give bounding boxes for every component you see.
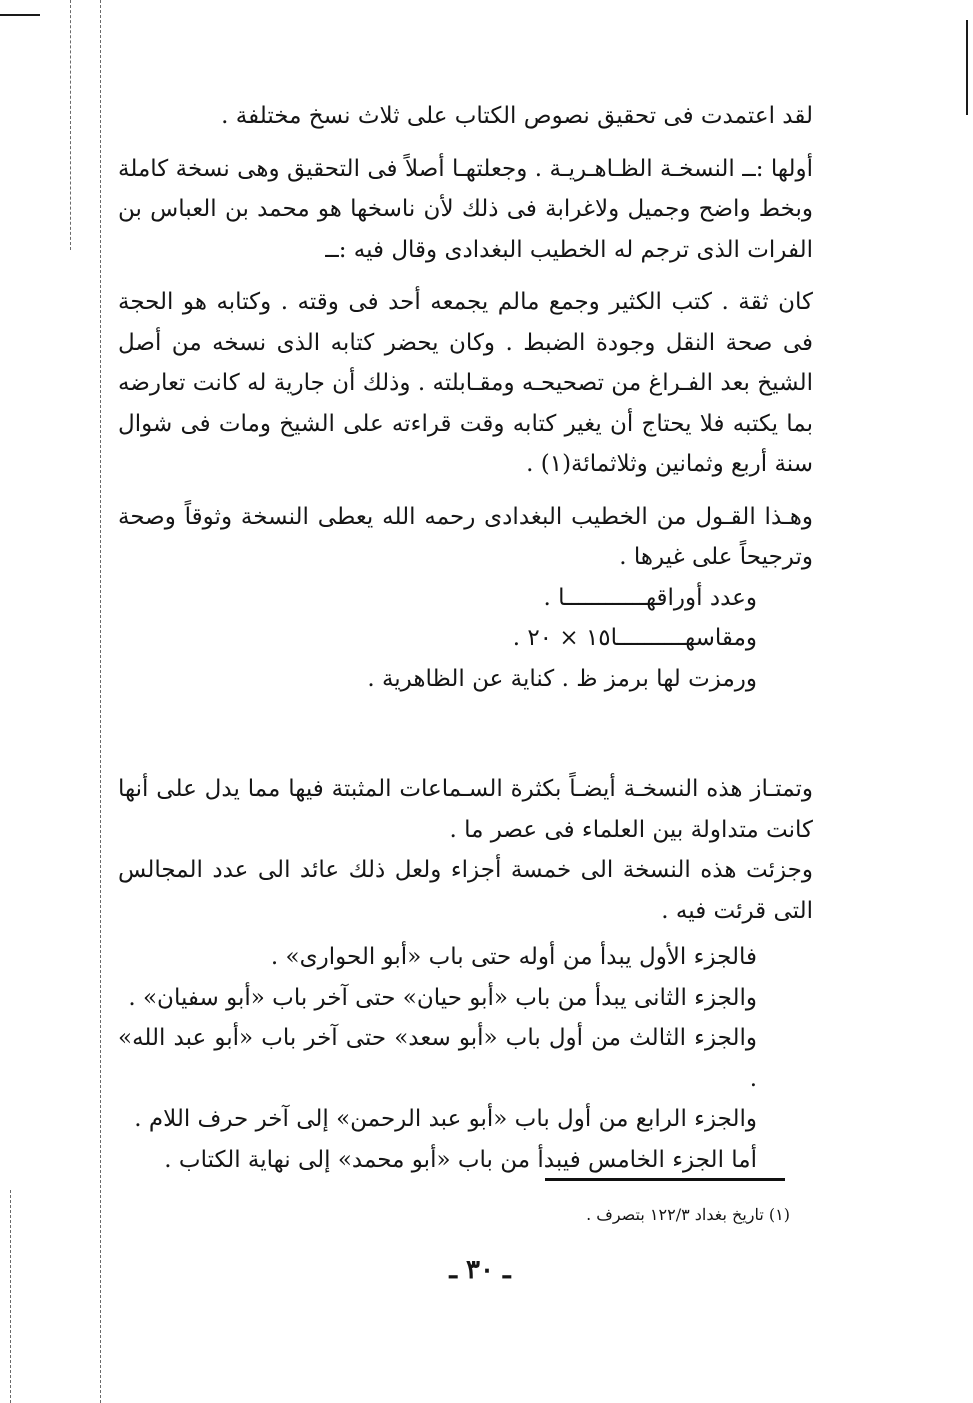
page-body xyxy=(118,96,813,1180)
list-item-part-4: والجزء الرابع من أول باب «أبو عبد الرحمن» إلى آخر حرف اللام . xyxy=(134,1106,757,1132)
paragraph-intro: لقد اعتمدت فى تحقيق نصوص الكتاب على ثلاث نسخ مختلفة . xyxy=(221,103,813,129)
footnote: (١) تاريخ بغداد ١٢٢/٣ بتصرف . xyxy=(586,1205,790,1224)
page-number: ـ ٣٠ ـ xyxy=(449,1255,511,1285)
scan-dashed-line-1 xyxy=(70,0,71,250)
paragraph-division: وجزئت هذه النسخة الى خمسة أجزاء ولعل ذلك عائد الى عدد المجالس التى قرئت فيه . xyxy=(118,857,813,924)
paragraph-endorsement: وهـذا القـول من الخطيب البغدادى رحمه الله يعطى النسخة وثوقاً وصحة وترجيحاً على غيرها . xyxy=(118,503,813,570)
footnote-separator xyxy=(545,1178,785,1181)
list-item-part-5: أما الجزء الخامس فيبدأ من باب «أبو محمد» إلى نهاية الكتاب . xyxy=(164,1146,757,1173)
line-pages-count: وعدد أوراقهــــــــــــا . xyxy=(543,584,757,611)
section-gap xyxy=(118,699,813,769)
list-item-part-1: فالجزء الأول يبدأ من أوله حتى باب «أبو الحوارى» . xyxy=(270,944,757,970)
scan-dashed-line-2 xyxy=(100,0,101,1403)
line-symbol: ورمزت لها برمز ظ . كناية عن الظاهرية . xyxy=(367,665,757,692)
scan-dashed-line-3 xyxy=(10,1190,11,1403)
list-item-part-2: والجزء الثانى يبدأ من باب «أبو حيان» حتى آخر باب «أبو سفيان» . xyxy=(128,984,757,1011)
paragraph-quote: كان ثقة . كتب الكثير وجمع مالم يجمعه أحد فى وقته . وكتابه هو الحجة فى صحة النقل وجودة الضبط . وكان يحضر كتابه الذى نسخه من أصل الشيخ بعد الفـراغ من تصحيحـه ومقـابلته . وذلك أن جارية له كانت تعارضه بما يكتبه فلا يحتاج أن يغير كتابه وقت قراءته على الشيخ ومات فى شوال سنة أربع وثمانين وثلاثمائة(١) . xyxy=(118,289,813,477)
paragraph-first-copy: أولها :ــ النسخـة الظـاهـريـة . وجعلتهـا أصلاً فى التحقيق وهى نسخة كاملة وبخط واضح وجميل ولاغرابة فى ذلك لأن ناسخها هو محمد بن العباس بن الفرات الذى ترجم له الخطيب البغدادى وقال فيه :ــ xyxy=(118,155,813,263)
line-dimensions: ومقاسهــــــــــا١٥ × ٢٠ . xyxy=(512,625,757,651)
list-item-part-3: والجزء الثالث من أول باب «أبو سعد» حتى آخر باب «أبو عبد الله» . xyxy=(118,1025,757,1092)
paragraph-distinction: وتمتـاز هذه النسخـة أيضـاً بكثرة السـماعات المثبتة فيها مما يدل على أنها كانت متداولة بين العلماء فى عصر ما . xyxy=(118,776,813,843)
scan-edge-mark-top xyxy=(0,14,40,16)
scan-edge-mark-right xyxy=(966,20,968,115)
